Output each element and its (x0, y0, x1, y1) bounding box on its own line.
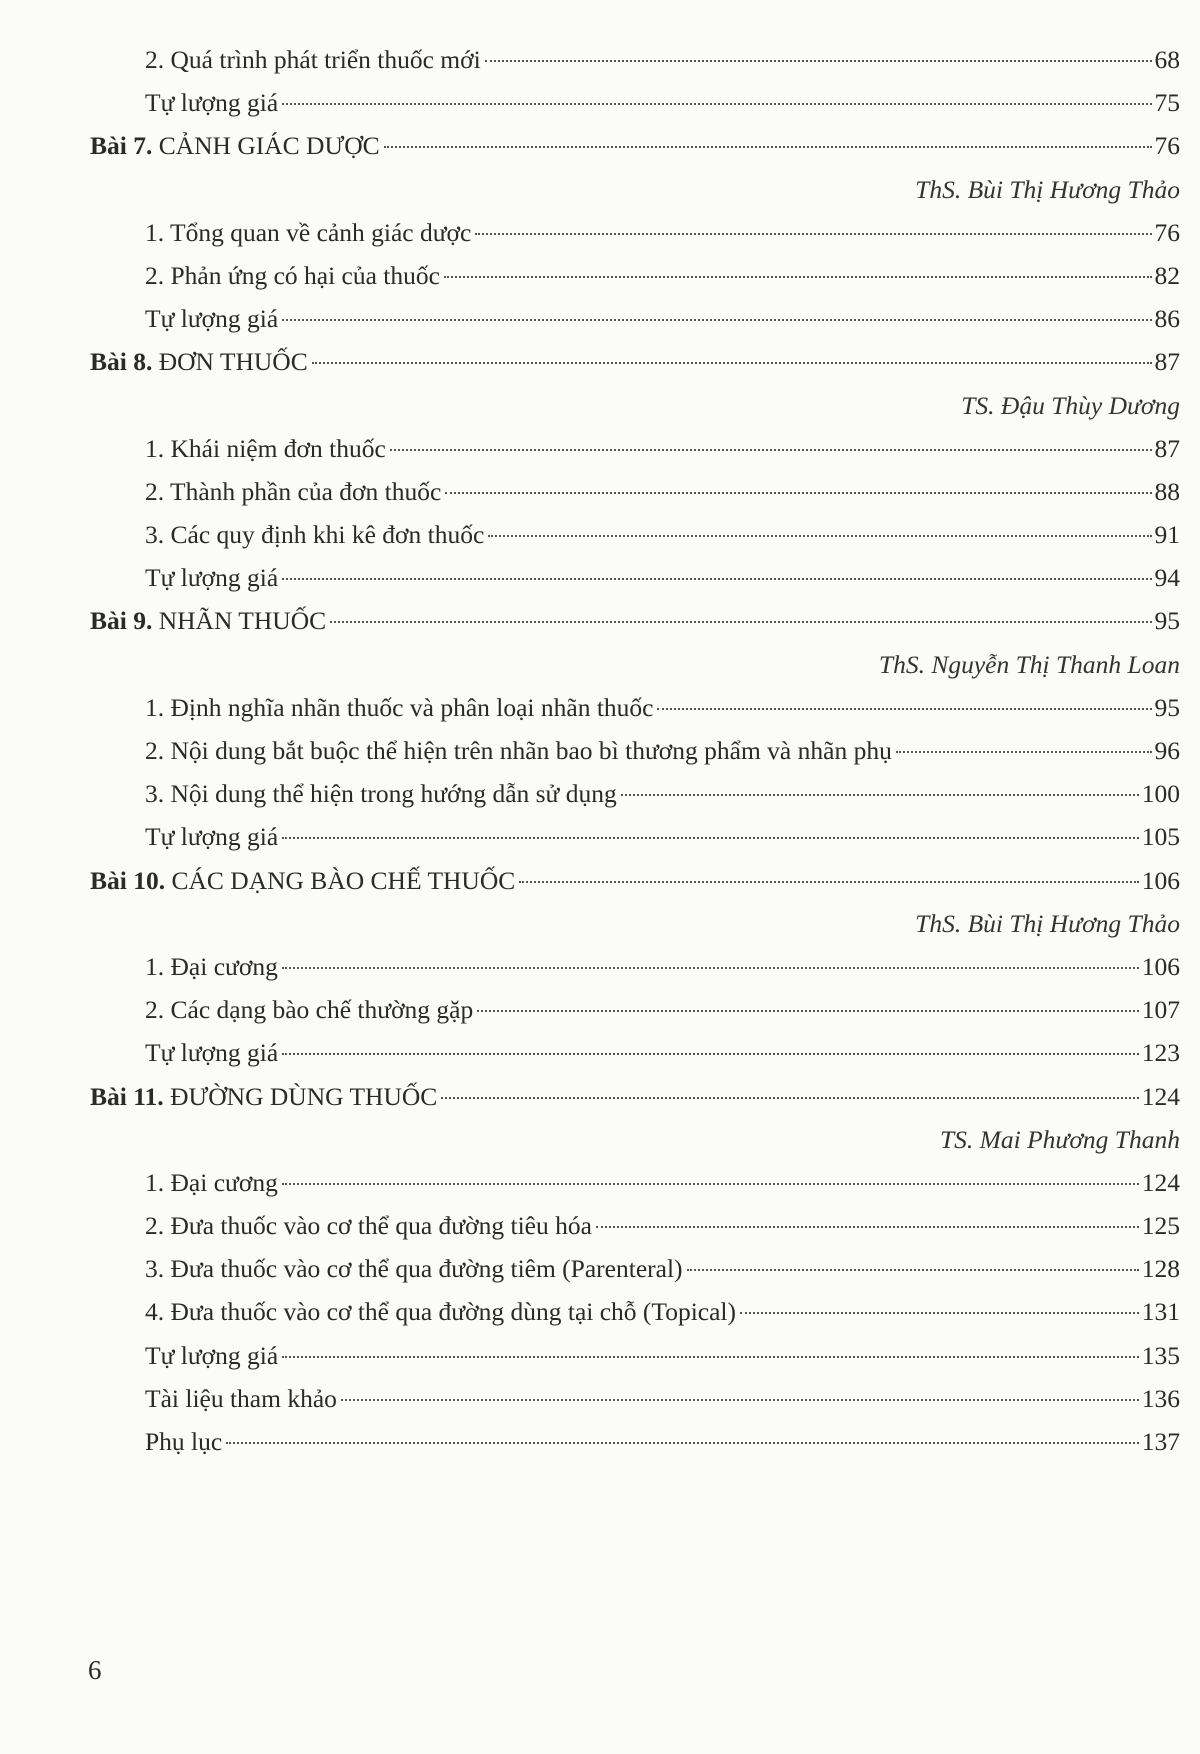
dot-leader (477, 1010, 1138, 1012)
dot-leader (282, 319, 1151, 321)
toc-entry-title: Tự lượng giá (145, 1038, 279, 1068)
toc-entry-title: Tự lượng giá (145, 1340, 279, 1370)
dot-leader (390, 449, 1152, 451)
toc-section-entry (90, 729, 1180, 772)
toc-section-entry (90, 1204, 1180, 1247)
toc-section-entry (90, 988, 1180, 1031)
toc-entry-title: 3. Đưa thuốc vào cơ thể qua đường tiêm (Parenteral) (145, 1254, 683, 1284)
toc-section-entry (90, 1334, 1180, 1377)
dot-leader (282, 103, 1151, 105)
chapter-number: Bài 8. (90, 347, 153, 377)
table-of-contents (90, 38, 1180, 1463)
toc-entry-title: 2. Nội dung bắt buộc thể hiện trên nhãn bao bì thương phẩm và nhãn phụ (145, 736, 892, 765)
toc-entry-title: 2. Thành phần của đơn thuốc (145, 476, 442, 506)
dot-leader (282, 1356, 1139, 1358)
toc-page-number: 76 (1154, 217, 1180, 247)
toc-page-number: 96 (1154, 736, 1180, 765)
chapter-number: Bài 10. (90, 865, 166, 895)
toc-page-number: 95 (1154, 692, 1180, 722)
dot-leader (519, 881, 1138, 883)
toc-section-entry (90, 81, 1180, 124)
toc-page-number: 124 (1141, 1167, 1180, 1197)
dot-leader (896, 751, 1152, 753)
toc-entry-title: 2. Quá trình phát triển thuốc mới (145, 45, 481, 74)
toc-page-number: 135 (1141, 1340, 1180, 1370)
toc-chapter-entry (90, 124, 1180, 167)
dot-leader (330, 621, 1151, 623)
chapter-author: TS. Mai Phương Thanh (939, 1124, 1180, 1154)
chapter-title: CẢNH GIÁC DƯỢC (158, 131, 380, 161)
toc-section-entry (90, 254, 1180, 297)
toc-section-entry (90, 815, 1180, 858)
page-number: 6 (88, 1655, 102, 1685)
toc-section-entry (90, 1161, 1180, 1204)
toc-chapter-entry (90, 859, 1180, 902)
chapter-author: ThS. Bùi Thị Hương Thảo (915, 908, 1180, 938)
toc-section-entry (90, 556, 1180, 599)
chapter-number: Bài 9. (90, 606, 153, 636)
toc-section-entry (90, 1031, 1180, 1074)
chapter-author: ThS. Bùi Thị Hương Thảo (915, 174, 1180, 204)
toc-page-number: 95 (1154, 606, 1180, 636)
toc-page-number: 137 (1141, 1427, 1180, 1456)
toc-chapter-entry (90, 340, 1180, 383)
chapter-title: ĐƯỜNG DÙNG THUỐC (170, 1081, 438, 1111)
toc-page-number: 136 (1141, 1383, 1180, 1413)
toc-section-entry (90, 211, 1180, 254)
toc-section-entry (90, 686, 1180, 729)
dot-leader (657, 708, 1151, 710)
toc-page-number: 91 (1154, 520, 1180, 550)
toc-page-number: 123 (1141, 1038, 1180, 1068)
dot-leader (687, 1269, 1139, 1271)
toc-page-number: 88 (1154, 476, 1180, 506)
toc-entry-title (90, 859, 515, 902)
toc-entry-title: 2. Đưa thuốc vào cơ thể qua đường tiêu hóa (145, 1211, 592, 1241)
toc-page-number: 94 (1154, 563, 1180, 593)
toc-page-number: 87 (1154, 433, 1180, 463)
toc-page-number: 100 (1141, 779, 1180, 809)
toc-entry-title: Tự lượng giá (145, 88, 279, 118)
toc-section-entry (90, 38, 1180, 81)
toc-section-entry (90, 1290, 1180, 1333)
dot-leader (596, 1226, 1139, 1228)
dot-leader (282, 967, 1139, 969)
chapter-title: CÁC DẠNG BÀO CHẾ THUỐC (171, 865, 516, 895)
toc-entry-title: 1. Định nghĩa nhãn thuốc và phân loại nhãn thuốc (145, 692, 654, 722)
toc-entry-title: Phụ lục (145, 1427, 223, 1456)
toc-entry-title (90, 340, 308, 383)
toc-entry-title (90, 124, 380, 167)
toc-section-entry (90, 1247, 1180, 1290)
toc-page-number: 68 (1154, 45, 1180, 74)
dot-leader (740, 1312, 1139, 1314)
toc-page-number: 87 (1154, 347, 1180, 377)
dot-leader (485, 60, 1152, 62)
toc-page-number: 131 (1141, 1297, 1180, 1327)
chapter-number: Bài 11. (90, 1081, 164, 1111)
toc-section-entry (90, 1377, 1180, 1420)
toc-entry-title: 3. Các quy định khi kê đơn thuốc (145, 520, 485, 550)
toc-entry-title: 3. Nội dung thể hiện trong hướng dẫn sử dụng (145, 779, 617, 809)
chapter-title: ĐƠN THUỐC (158, 347, 308, 377)
chapter-number: Bài 7. (90, 131, 153, 161)
dot-leader (444, 276, 1152, 278)
toc-page-number: 76 (1154, 131, 1180, 161)
dot-leader (488, 535, 1151, 537)
dot-leader (341, 1399, 1139, 1401)
dot-leader (282, 837, 1139, 839)
toc-chapter-entry (90, 1075, 1180, 1118)
dot-leader (282, 1053, 1139, 1055)
dot-leader (441, 1097, 1138, 1099)
toc-entry-title: 1. Khái niệm đơn thuốc (145, 433, 386, 463)
chapter-author: TS. Đậu Thùy Dương (961, 390, 1180, 420)
dot-leader (445, 492, 1151, 494)
toc-page-number: 107 (1141, 995, 1180, 1025)
chapter-title: NHÃN THUỐC (158, 606, 327, 636)
toc-page-number: 124 (1141, 1081, 1180, 1111)
toc-section-entry (90, 772, 1180, 815)
toc-page-number: 106 (1141, 951, 1180, 981)
toc-page-number: 106 (1141, 865, 1180, 895)
dot-leader (226, 1442, 1139, 1444)
toc-entry-title (90, 1075, 437, 1118)
toc-page-number: 128 (1141, 1254, 1180, 1284)
toc-page-number: 105 (1141, 822, 1180, 852)
toc-entry-title: 1. Tổng quan về cảnh giác dược (145, 217, 472, 247)
dot-leader (475, 233, 1151, 235)
chapter-author: ThS. Nguyễn Thị Thanh Loan (878, 649, 1180, 679)
toc-entry-title: 2. Các dạng bào chế thường gặp (145, 995, 474, 1025)
toc-page-number: 82 (1154, 260, 1180, 290)
dot-leader (621, 794, 1139, 796)
dot-leader (282, 1183, 1139, 1185)
toc-section-entry (90, 470, 1180, 513)
toc-entry-title (90, 599, 326, 642)
toc-page-number: 75 (1154, 88, 1180, 118)
toc-entry-title: Tự lượng giá (145, 822, 279, 852)
dot-leader (384, 146, 1152, 148)
toc-page-number: 125 (1141, 1211, 1180, 1241)
toc-entry-title: Tự lượng giá (145, 563, 279, 593)
toc-section-entry (90, 427, 1180, 470)
toc-section-entry (90, 297, 1180, 340)
toc-section-entry (90, 513, 1180, 556)
toc-entry-title: Tự lượng giá (145, 304, 279, 334)
toc-section-entry (90, 1420, 1180, 1463)
toc-entry-title: Tài liệu tham khảo (145, 1383, 337, 1413)
toc-chapter-entry (90, 599, 1180, 642)
toc-entry-title: 1. Đại cương (145, 951, 278, 981)
toc-section-entry (90, 945, 1180, 988)
toc-entry-title: 1. Đại cương (145, 1167, 278, 1197)
toc-page-number: 86 (1154, 304, 1180, 334)
toc-entry-title: 2. Phản ứng có hại của thuốc (145, 260, 440, 290)
dot-leader (312, 362, 1152, 364)
dot-leader (282, 578, 1151, 580)
toc-entry-title: 4. Đưa thuốc vào cơ thể qua đường dùng tại chỗ (Topical) (145, 1297, 736, 1327)
